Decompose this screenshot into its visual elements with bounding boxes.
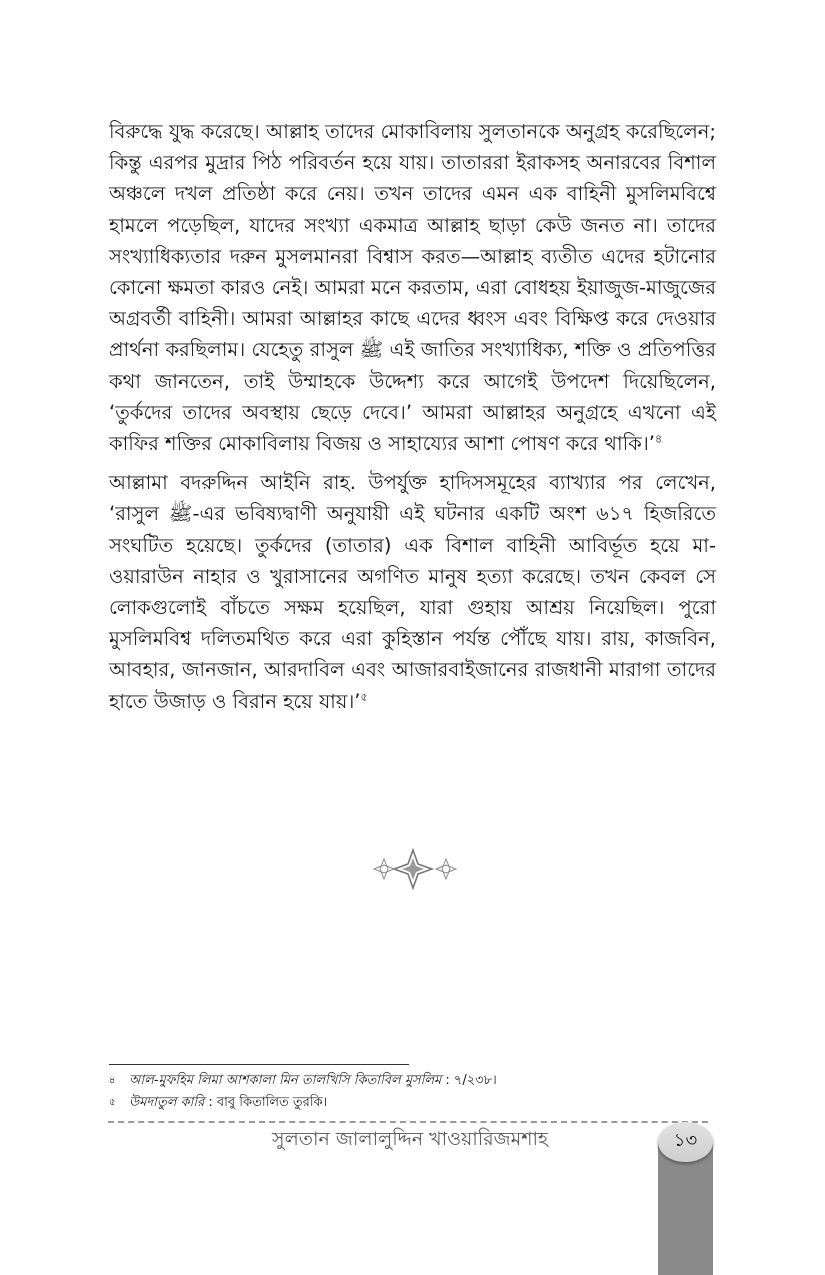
footnote-number: ৪ — [109, 1075, 116, 1086]
star-ornament-icon — [368, 848, 458, 890]
footnote-detail: : বাবু কিতালিত তুরকি। — [204, 1095, 328, 1110]
footnote-ref: ৪ — [655, 432, 663, 446]
body-text — [109, 116, 716, 725]
footnote-source: উমদাতুল কারি — [129, 1095, 205, 1110]
footnote — [109, 1092, 709, 1114]
footer-divider — [108, 1121, 708, 1123]
footnotes — [109, 1070, 709, 1114]
footnote-ref: ৫ — [360, 690, 368, 704]
footnote — [109, 1070, 709, 1092]
paragraph-text: বিরুদ্ধে যুদ্ধ করেছে। আল্লাহ তাদের মোকাবিলায় সুলতানকে অনুগ্রহ করেছিলেন; কিন্তু এরপর মুদ্রার পিঠ পরিবর্তন হয়ে যায়। তাতাররা ইরাকসহ অনারবের বিশাল অঞ্চলে দখল প্রতিষ্ঠা করে নেয়। তখন তাদের এমন এক বাহিনী মুসলিমবিশ্বে হামলে পড়েছিল, যাদের সংখ্যা একমাত্র আল্লাহ ছাড়া কেউ জনত না। তাদের সংখ্যাধিক্যতার দরুন মুসলমানরা বিশ্বাস করত—আল্লাহ ব্যতীত এদের হটানোর কোনো ক্ষমতা কারও নেই। আমরা মনে করতাম, এরা বোধহয় ইয়াজুজ-মাজুজের অগ্রবর্তী বাহিনী। আমরা আল্লাহর কাছে এদের ধ্বংস এবং বিক্ষিপ্ত করে দেওয়ার প্রার্থনা করছিলাম। যেহেতু রাসুল ﷺ এই জাতির সংখ্যাধিক্য, শক্তি ও প্রতিপত্তির কথা জানতেন, তাই উম্মাহকে উদ্দেশ্য করে আগেই উপদেশ দিয়েছিলেন, ‘তুর্কদের তাদের অবস্থায় ছেড়ে দেবে।’ আমরা আল্লাহর অনুগ্রহে এখনো এই কাফির শক্তির মোকাবিলায় বিজয় ও সাহায্যের আশা পোষণ করে থাকি।’ — [109, 120, 717, 456]
footnote-source: আল-মুফহিম লিমা আশকালা মিন তালখিসি কিতাবিল মুসলিম — [129, 1073, 442, 1088]
footnote-detail: : ৭/২৩৮। — [441, 1073, 497, 1088]
footnote-number: ৫ — [109, 1097, 116, 1108]
page-number: ১৩ — [658, 1122, 713, 1162]
paragraph — [109, 116, 716, 459]
footnote-divider — [109, 1064, 409, 1065]
paragraph-text: আল্লামা বদরুদ্দিন আইনি রাহ. উপর্যুক্ত হাদিসসমূহের ব্যাখ্যার পর লেখেন, ‘রাসুল ﷺ-এর ভবিষ্যদ্বাণী অনুযায়ী এই ঘটনার একটি অংশ ৬১৭ হিজরিতে সংঘটিত হয়েছে। তুর্কদের (তাতার) এক বিশাল বাহিনী আবির্ভূত হয়ে মা-ওয়ারাউন নাহার ও খুরাসানের অগণিত মানুষ হত্যা করেছে। তখন কেবল সে লোকগুলোই বাঁচতে সক্ষম হয়েছিল, যারা গুহায় আশ্রয় নিয়েছিল। পুরো মুসলিমবিশ্ব দলিতমথিত করে এরা কুহিস্তান পর্যন্ত পৌঁছে যায়। রায়, কাজবিন, আবহার, জানজান, আরদাবিল এবং আজারবাইজানের রাজধানী মারাগা তাদের হাতে উজাড় ও বিরান হয়ে যায়।’ — [109, 471, 716, 713]
paragraph — [109, 467, 716, 717]
running-title: সুলতান জালালুদ্দিন খাওয়ারিজমশাহ — [272, 1128, 548, 1150]
